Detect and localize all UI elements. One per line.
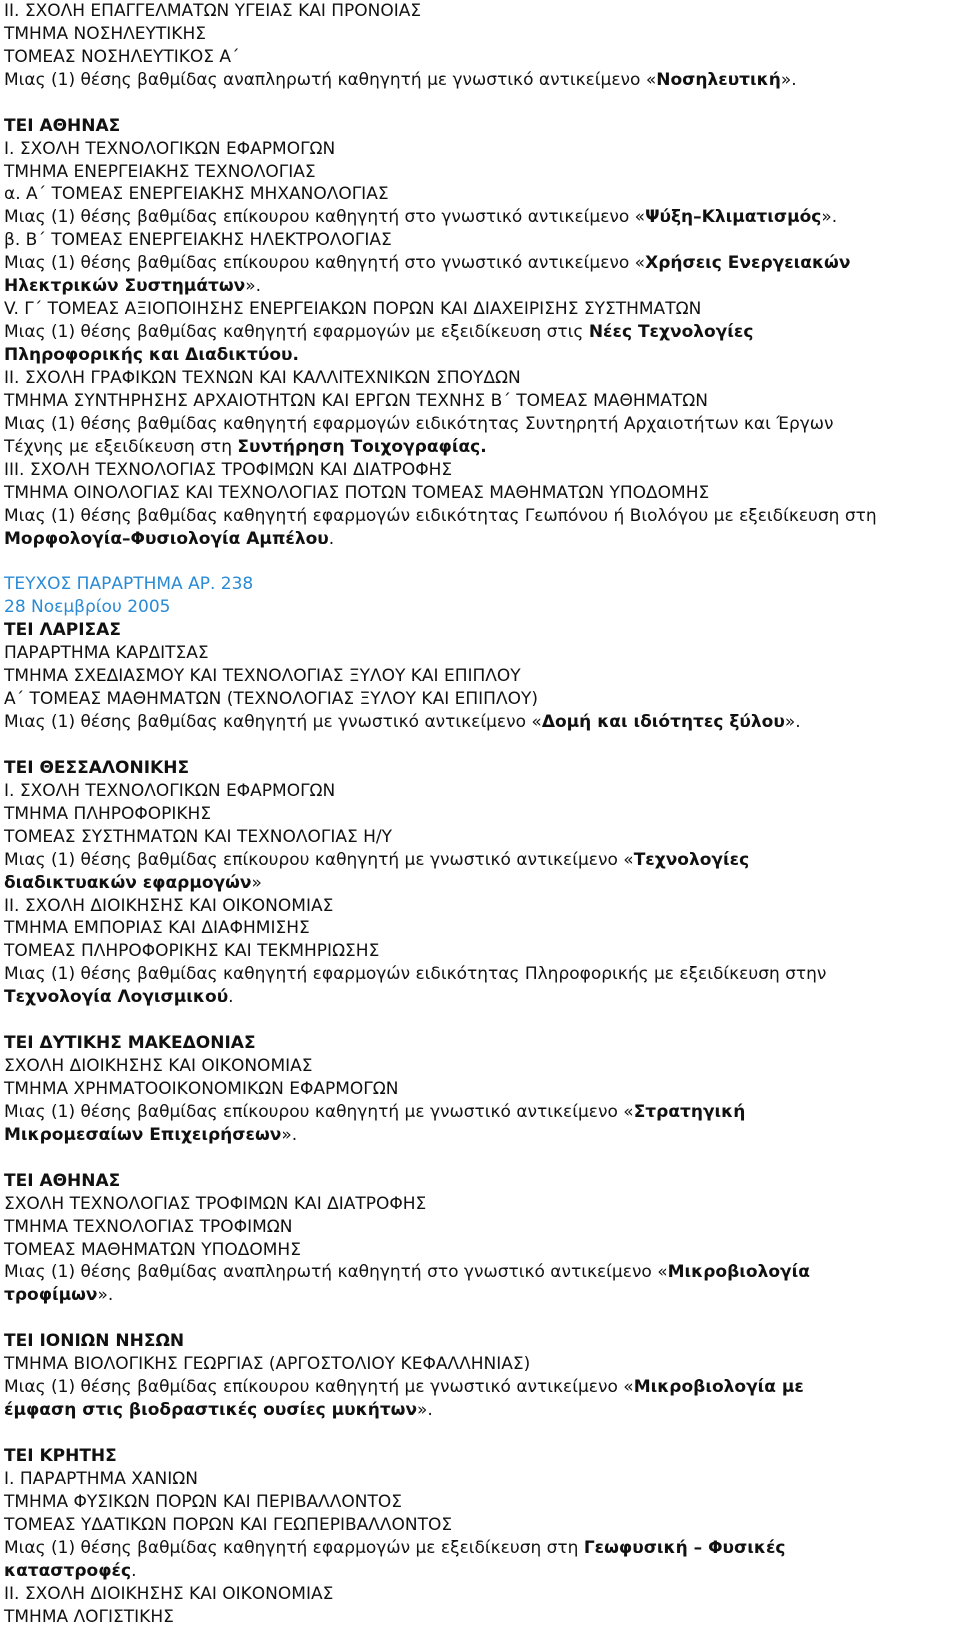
text-line: II. ΣΧΟΛΗ ΔΙΟΙΚΗΣΗΣ ΚΑΙ ΟΙΚΟΝΟΜΙΑΣ (4, 1583, 334, 1604)
text-segment: Μιας (1) θέσης βαθμίδας επίκουρου καθηγητή με γνωστικό αντικείμενο « (4, 849, 634, 870)
text-line: β. Β΄ ΤΟΜΕΑΣ ΕΝΕΡΓΕΙΑΚΗΣ ΗΛΕΚΤΡΟΛΟΓΙΑΣ (4, 230, 392, 251)
position-line (4, 711, 956, 734)
text-segment: » (251, 872, 262, 893)
subject-emphasis: διαδικτυακών εφαρμογών (4, 872, 252, 893)
institution-heading: ΤΕΙ ΛΑΡΙΣΑΣ (4, 620, 121, 641)
text-segment: . (328, 528, 335, 549)
subject-emphasis: έμφαση στις βιοδραστικές ουσίες μυκήτων (4, 1400, 418, 1421)
text-line: ΤΜΗΜΑ ΠΛΗΡΟΦΟΡΙΚΗΣ (4, 803, 212, 824)
issue-reference: 28 Νοεμβρίου 2005 (4, 597, 171, 618)
subject-emphasis: τροφίμων (4, 1285, 98, 1306)
text-segment: ». (780, 69, 797, 90)
subject-emphasis: Γεωφυσική – Φυσικές (583, 1537, 786, 1558)
text-line: II. ΣΧΟΛΗ ΓΡΑΦΙΚΩΝ ΤΕΧΝΩΝ ΚΑΙ ΚΑΛΛΙΤΕΧΝΙΚΩΝ ΣΠΟΥΔΩΝ (4, 367, 521, 388)
position-line (4, 1124, 956, 1147)
position-line (4, 1399, 956, 1422)
text-segment: . (228, 987, 234, 1008)
blank-line (4, 1422, 956, 1445)
text-line: Α΄ ΤΟΜΕΑΣ ΜΑΘΗΜΑΤΩΝ (ΤΕΧΝΟΛΟΓΙΑΣ ΞΥΛΟΥ ΚΑΙ ΕΠΙΠΛΟΥ) (4, 689, 538, 710)
text-line: I. ΣΧΟΛΗ ΤΕΧΝΟΛΟΓΙΚΩΝ ΕΦΑΡΜΟΓΩΝ (4, 138, 336, 159)
position-line (4, 344, 956, 367)
text-segment: Μιας (1) θέσης βαθμίδας αναπληρωτή καθηγητή στο γνωστικό αντικείμενο « (4, 1262, 668, 1283)
text-line: Μιας (1) θέσης βαθμίδας καθηγητή εφαρμογών ειδικότητας Συντηρητή Αρχαιοτήτων και Έργων (4, 413, 834, 434)
text-segment: . (131, 1560, 137, 1581)
text-line: ΤΜΗΜΑ ΤΕΧΝΟΛΟΓΙΑΣ ΤΡΟΦΙΜΩΝ (4, 1216, 293, 1237)
text-segment: Τέχνης με εξειδίκευση στη (4, 436, 238, 457)
blank-line (4, 92, 956, 115)
text-segment: Μιας (1) θέσης βαθμίδας καθηγητή εφαρμογών με εξειδίκευση στη (4, 1537, 584, 1558)
blank-line (4, 1307, 956, 1330)
text-line: ΤΜΗΜΑ ΛΟΓΙΣΤΙΚΗΣ (4, 1606, 174, 1627)
subject-emphasis: Χρήσεις Ενεργειακών (645, 253, 851, 274)
text-line: ΤΜΗΜΑ ΧΡΗΜΑΤΟΟΙΚΟΝΟΜΙΚΩΝ ΕΦΑΡΜΟΓΩΝ (4, 1079, 399, 1099)
position-line (4, 986, 956, 1009)
text-line: I. ΠΑΡΑΡΤΗΜΑ ΧΑΝΙΩΝ (4, 1468, 198, 1489)
position-line (4, 275, 956, 298)
subject-emphasis: Πληροφορικής και Διαδικτύου. (4, 345, 299, 366)
text-segment: Μιας (1) θέσης βαθμίδας καθηγητή εφαρμογών με εξειδίκευση στις (4, 322, 589, 343)
blank-line (4, 1009, 956, 1032)
text-line: ΠΑΡΑΡΤΗΜΑ ΚΑΡΔΙΤΣΑΣ (4, 643, 209, 664)
text-line: ΤΜΗΜΑ ΝΟΣΗΛΕΥΤΙΚΗΣ (4, 23, 206, 44)
text-line: ΤΜΗΜΑ ΦΥΣΙΚΩΝ ΠΟΡΩΝ ΚΑΙ ΠΕΡΙΒΑΛΛΟΝΤΟΣ (4, 1491, 402, 1512)
text-line: α. Α΄ ΤΟΜΕΑΣ ΕΝΕΡΓΕΙΑΚΗΣ ΜΗΧΑΝΟΛΟΓΙΑΣ (4, 184, 389, 205)
subject-emphasis: Μικροβιολογία με (633, 1377, 804, 1398)
text-line: ΤΟΜΕΑΣ ΠΛΗΡΟΦΟΡΙΚΗΣ ΚΑΙ ΤΕΚΜΗΡΙΩΣΗΣ (4, 941, 380, 962)
subject-emphasis: Δομή και ιδιότητες ξύλου (541, 712, 785, 733)
position-line (4, 1537, 956, 1560)
text-line: Μιας (1) θέσης βαθμίδας καθηγητή εφαρμογών ειδικότητας Γεωπόνου ή Βιολόγου με εξειδίκευση στη (4, 505, 877, 526)
text-line: ΤΟΜΕΑΣ ΝΟΣΗΛΕΥΤΙΚΟΣ Α΄ (4, 46, 240, 67)
institution-heading: ΤΕΙ ΘΕΣΣΑΛΟΝΙΚΗΣ (4, 757, 190, 778)
position-line (4, 206, 956, 229)
text-line: ΤΟΜΕΑΣ ΥΔΑΤΙΚΩΝ ΠΟΡΩΝ ΚΑΙ ΓΕΩΠΕΡΙΒΑΛΛΟΝΤΟΣ (4, 1514, 453, 1535)
position-line (4, 1101, 956, 1124)
blank-line (4, 734, 956, 757)
subject-emphasis: Τεχνολογία Λογισμικού (4, 987, 229, 1008)
text-line: ΤΜΗΜΑ ΣΧΕΔΙΑΣΜΟΥ ΚΑΙ ΤΕΧΝΟΛΟΓΙΑΣ ΞΥΛΟΥ ΚΑΙ ΕΠΙΠΛΟΥ (4, 666, 521, 687)
text-segment: Μιας (1) θέσης βαθμίδας επίκουρου καθηγητή με γνωστικό αντικείμενο « (4, 1377, 634, 1398)
subject-emphasis: Στρατηγική (633, 1101, 746, 1122)
text-segment: ». (821, 207, 838, 228)
text-segment: Μιας (1) θέσης βαθμίδας αναπληρωτή καθηγητή με γνωστικό αντικείμενο « (4, 69, 657, 90)
subject-emphasis: Ψύξη–Κλιματισμός (645, 207, 822, 228)
institution-heading: ΤΕΙ ΚΡΗΤΗΣ (4, 1445, 117, 1466)
text-line: ΣΧΟΛΗ ΔΙΟΙΚΗΣΗΣ ΚΑΙ ΟΙΚΟΝΟΜΙΑΣ (4, 1056, 313, 1077)
subject-emphasis: Ηλεκτρικών Συστημάτων (4, 276, 246, 297)
subject-emphasis: Μορφολογία–Φυσιολογία Αμπέλου (4, 528, 329, 549)
text-line: ΤΜΗΜΑ ΕΝΕΡΓΕΙΑΚΗΣ ΤΕΧΝΟΛΟΓΙΑΣ (4, 161, 316, 182)
position-line (4, 1284, 956, 1307)
subject-emphasis: Νέες Τεχνολογίες (588, 322, 754, 343)
text-segment: ». (97, 1285, 114, 1306)
subject-emphasis: Μικροβιολογία (667, 1262, 810, 1283)
position-line (4, 69, 956, 92)
blank-line (4, 1147, 956, 1170)
text-line: III. ΣΧΟΛΗ ΤΕΧΝΟΛΟΓΙΑΣ ΤΡΟΦΙΜΩΝ ΚΑΙ ΔΙΑΤΡΟΦΗΣ (4, 459, 453, 480)
text-segment: Μιας (1) θέσης βαθμίδας επίκουρου καθηγητή με γνωστικό αντικείμενο « (4, 1101, 634, 1122)
text-segment: ». (281, 1124, 298, 1145)
text-line: II. ΣΧΟΛΗ ΕΠΑΓΓΕΛΜΑΤΩΝ ΥΓΕΙΑΣ ΚΑΙ ΠΡΟΝΟΙΑΣ (4, 1, 422, 21)
text-line: II. ΣΧΟΛΗ ΔΙΟΙΚΗΣΗΣ ΚΑΙ ΟΙΚΟΝΟΜΙΑΣ (4, 895, 334, 916)
subject-emphasis: Νοσηλευτική (656, 69, 781, 90)
subject-emphasis: Μικρομεσαίων Επιχειρήσεων (4, 1124, 282, 1145)
institution-heading: ΤΕΙ ΑΘΗΝΑΣ (4, 1170, 121, 1191)
text-line: V. Γ΄ ΤΟΜΕΑΣ ΑΞΙΟΠΟΙΗΣΗΣ ΕΝΕΡΓΕΙΑΚΩΝ ΠΟΡΩΝ ΚΑΙ ΔΙΑΧΕΙΡΙΣΗΣ ΣΥΣΤΗΜΑΤΩΝ (4, 299, 702, 320)
position-line (4, 1560, 956, 1583)
institution-heading: ΤΕΙ ΑΘΗΝΑΣ (4, 115, 121, 136)
text-line: ΤΜΗΜΑ ΒΙΟΛΟΓΙΚΗΣ ΓΕΩΡΓΙΑΣ (ΑΡΓΟΣΤΟΛΙΟΥ ΚΕΦΑΛΛΗΝΙΑΣ) (4, 1354, 531, 1375)
text-line: ΤΟΜΕΑΣ ΜΑΘΗΜΑΤΩΝ ΥΠΟΔΟΜΗΣ (4, 1239, 301, 1260)
text-line: ΤΜΗΜΑ ΕΜΠΟΡΙΑΣ ΚΑΙ ΔΙΑΦΗΜΙΣΗΣ (4, 918, 310, 939)
position-line (4, 849, 956, 872)
text-line: Μιας (1) θέσης βαθμίδας καθηγητή εφαρμογών ειδικότητας Πληροφορικής με εξειδίκευση στην (4, 964, 827, 985)
blank-line (4, 550, 956, 573)
position-line (4, 252, 956, 275)
institution-heading: ΤΕΙ ΔΥΤΙΚΗΣ ΜΑΚΕΔΟΝΙΑΣ (4, 1033, 256, 1054)
text-line: ΣΧΟΛΗ ΤΕΧΝΟΛΟΓΙΑΣ ΤΡΟΦΙΜΩΝ ΚΑΙ ΔΙΑΤΡΟΦΗΣ (4, 1193, 427, 1214)
text-line: I. ΣΧΟΛΗ ΤΕΧΝΟΛΟΓΙΚΩΝ ΕΦΑΡΜΟΓΩΝ (4, 780, 336, 801)
subject-emphasis: Τεχνολογίες (633, 849, 750, 870)
text-segment: ». (417, 1400, 433, 1421)
subject-emphasis: καταστροφές (4, 1560, 132, 1581)
text-segment: Μιας (1) θέσης βαθμίδας καθηγητή με γνωστικό αντικείμενο « (4, 712, 542, 733)
position-line (4, 1376, 956, 1399)
position-line (4, 528, 956, 551)
text-line: ΤΜΗΜΑ ΟΙΝΟΛΟΓΙΑΣ ΚΑΙ ΤΕΧΝΟΛΟΓΙΑΣ ΠΟΤΩΝ ΤΟΜΕΑΣ ΜΑΘΗΜΑΤΩΝ ΥΠΟΔΟΜΗΣ (4, 482, 710, 503)
position-line (4, 872, 956, 895)
position-line (4, 321, 956, 344)
text-segment: Μιας (1) θέσης βαθμίδας επίκουρου καθηγητή στο γνωστικό αντικείμενο « (4, 253, 646, 274)
subject-emphasis: Συντήρηση Τοιχογραφίας. (237, 436, 487, 457)
text-line: ΤΟΜΕΑΣ ΣΥΣΤΗΜΑΤΩΝ ΚΑΙ ΤΕΧΝΟΛΟΓΙΑΣ Η/Υ (4, 826, 393, 847)
position-line (4, 1261, 956, 1284)
text-line: ΤΜΗΜΑ ΣΥΝΤΗΡΗΣΗΣ ΑΡΧΑΙΟΤΗΤΩΝ ΚΑΙ ΕΡΓΩΝ ΤΕΧΝΗΣ Β΄ ΤΟΜΕΑΣ ΜΑΘΗΜΑΤΩΝ (4, 390, 709, 411)
issue-reference: ΤΕΥΧΟΣ ΠΑΡΑΡΤΗΜΑ ΑΡ. 238 (4, 574, 254, 595)
text-segment: ». (245, 276, 262, 297)
text-segment: Μιας (1) θέσης βαθμίδας επίκουρου καθηγητή στο γνωστικό αντικείμενο « (4, 207, 646, 228)
position-line (4, 436, 956, 459)
text-segment: ». (784, 712, 801, 733)
institution-heading: ΤΕΙ ΙΟΝΙΩΝ ΝΗΣΩΝ (4, 1331, 185, 1352)
